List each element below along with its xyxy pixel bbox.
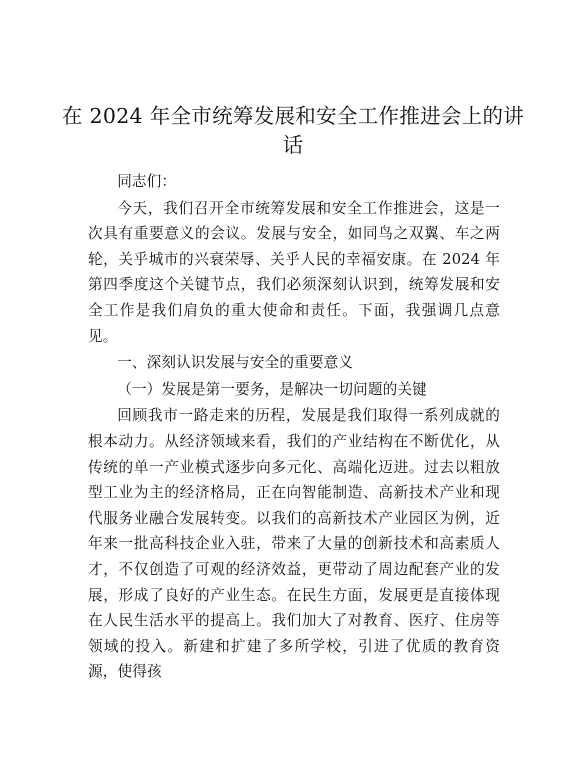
paragraph-opening: 今天，我们召开全市统筹发展和安全工作推进会，这是一次具有重要意义的会议。发展与安全，如同鸟之双翼、车之两轮，关乎城市的兴衰荣辱、关乎人民的幸福安康。在 2024 年第四季度这个关键节点，我们必须深刻认识到，统筹发展和安全工作是我们肩负的重大使命和责任。下面，我强调几点意见。 [88,199,500,345]
paragraph-body: 回顾我市一路走来的历程，发展是我们取得一系列成就的根本动力。从经济领域来看，我们的产业结构在不断优化，从传统的单一产业模式逐步向多元化、高端化迈进。过去以粗放型工业为主的经济格局，正在向智能制造、高新技术产业和现代服务业融合发展转变。以我们的高新技术产业园区为例，近年来一批高科技企业入驻，带来了大量的创新技术和高素质人才，不仅创造了可观的经济效益，更带动了周边配套产业的发展，形成了良好的产业生态。在民生方面，发展更是直接体现在人民生活水平的提高上。我们加大了对教育、医疗、住房等领域的投入。新建和扩建了多所学校，引进了优质的教育资源，使得孩 [88,407,500,681]
document-body [88,169,500,685]
subsection-heading: （一）发展是第一要务，是解决一切问题的关键 [117,380,427,398]
greeting: 同志们： [117,173,177,190]
document-title: 在 2024 年全市统筹发展和安全工作推进会上的讲话 [61,104,525,157]
section-heading: 一、深刻认识发展与安全的重要意义 [117,354,354,372]
